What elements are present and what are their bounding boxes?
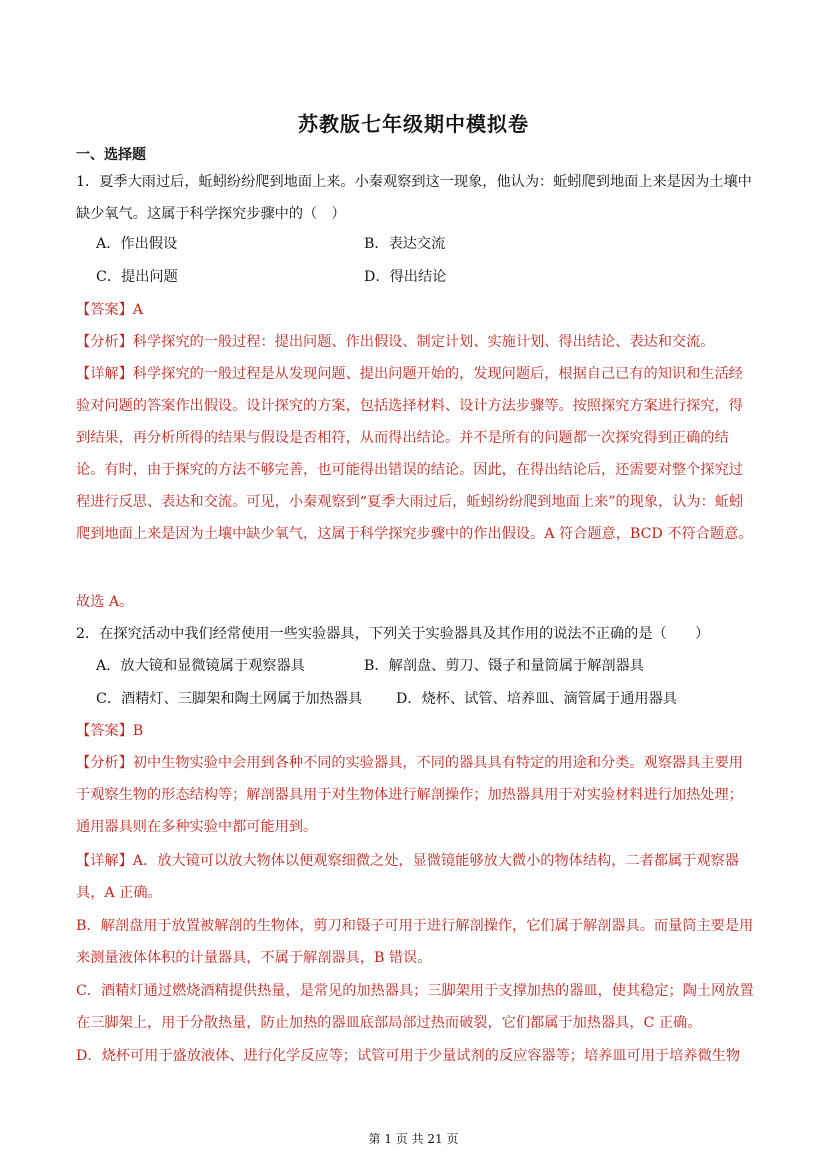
q2-detail-c: C．酒精灯通过燃烧酒精提供热量，是常见的加热器具；三脚架用于支撑加热的器皿，使其稳定；陶土网放置在三脚架上，用于分散热量，防止加热的器皿底部局部过热而破裂，它们都属于加热器具，C 正确。 (76, 983, 754, 1031)
question-1-stem: 1．夏季大雨过后，蚯蚓纷纷爬到地面上来。小秦观察到这一现象，他认为：蚯蚓爬到地面上来是因为土壤中缺少氧气。这属于科学探究步骤中的（ ） (76, 174, 752, 222)
q2-detail-b: B．解剖盘用于放置被解剖的生物体，剪刀和镊子可用于进行解剖操作，它们属于解剖器具。而量筒主要是用来测量液体体积的计量器具，不属于解剖器具，B 错误。 (76, 918, 754, 966)
q1-choice: 故选 A。 (76, 594, 134, 610)
q2-analysis (76, 747, 756, 843)
q1-answer (76, 294, 143, 326)
page-title: 苏教版七年级期中模拟卷 (298, 112, 529, 136)
q2-detail-a-text: A．放大镜可以放大物体以便观察细微之处，显微镜能够放大微小的物体结构，二者都属于观察器具，A 正确。 (76, 853, 739, 901)
q1-detail-text: 科学探究的一般过程是从发现问题、提出问题开始的，发现问题后，根据自己已有的知识和生活经验对问题的答案作出假设。设计探究的方案，包括选择材料、设计方法步骤等。按照探究方案进行探究，得到结果，再分析所得的结果与假设是否相符，从而得出结论。并不是所有的问题都一次探究得到正确的结论。有时，由于探究的方法不够完善，也可能得出错误的结论。因此，在得出结论后，还需要对整个探究过程进行反思、表达和交流。可见，小秦观察到“夏季大雨过后，蚯蚓纷纷爬到地面上来”的现象，认为：蚯蚓爬到地面上来是因为土壤中缺少氧气，这属于科学探究步骤中的作出假设。A 符合题意，BCD 不符合题意。 (76, 366, 753, 542)
q2-option-c: C．酒精灯、三脚架和陶土网属于加热器具 (96, 691, 363, 707)
q2-detail-tag: 【详解】 (76, 853, 133, 869)
q1-answer-tag: 【答案】 (76, 302, 133, 318)
q1-option-c: C．提出问题 (96, 269, 178, 285)
q2-option-b: B．解剖盘、剪刀、镊子和量筒属于解剖器具 (364, 658, 644, 674)
q1-analysis (76, 326, 756, 358)
q1-analysis-tag: 【分析】 (76, 334, 133, 350)
q2-detail-d: D．烧杯可用于盛放液体、进行化学反应等；试管可用于少量试剂的反应容器等；培养皿可用于培养微生物 (76, 1048, 741, 1064)
q1-option-b: B．表达交流 (364, 236, 446, 252)
q1-option-a: A．作出假设 (96, 236, 178, 252)
q1-answer-value: A (132, 302, 144, 318)
q1-detail-tag: 【详解】 (76, 366, 133, 382)
q2-detail-a (76, 845, 756, 909)
q2-answer-value: B (132, 723, 144, 739)
q2-option-d: D．烧杯、试管、培养皿、滴管属于通用器具 (396, 691, 677, 707)
q1-analysis-text: 科学探究的一般过程：提出问题、作出假设、制定计划、实施计划、得出结论、表达和交流。 (132, 334, 715, 350)
q2-answer (76, 715, 143, 747)
page-footer: 第 1 页 共 21 页 (368, 1132, 459, 1146)
q1-option-d: D．得出结论 (364, 269, 447, 285)
q1-detail (76, 358, 756, 550)
q2-answer-tag: 【答案】 (76, 723, 133, 739)
q2-option-a: A．放大镜和显微镜属于观察器具 (96, 658, 305, 674)
q2-analysis-text: 初中生物实验中会用到各种不同的实验器具，不同的器具具有特定的用途和分类。观察器具主要用于观察生物的形态结构等；解剖器具用于对生物体进行解剖操作；加热器具用于对实验材料进行加热处理；通用器具则在多种实验中都可能用到。 (76, 755, 743, 835)
question-2-stem: 2．在探究活动中我们经常使用一些实验器具，下列关于实验器具及其作用的说法不正确的是（ ） (76, 626, 710, 642)
section-heading: 一、选择题 (76, 147, 146, 163)
q2-analysis-tag: 【分析】 (76, 755, 133, 771)
